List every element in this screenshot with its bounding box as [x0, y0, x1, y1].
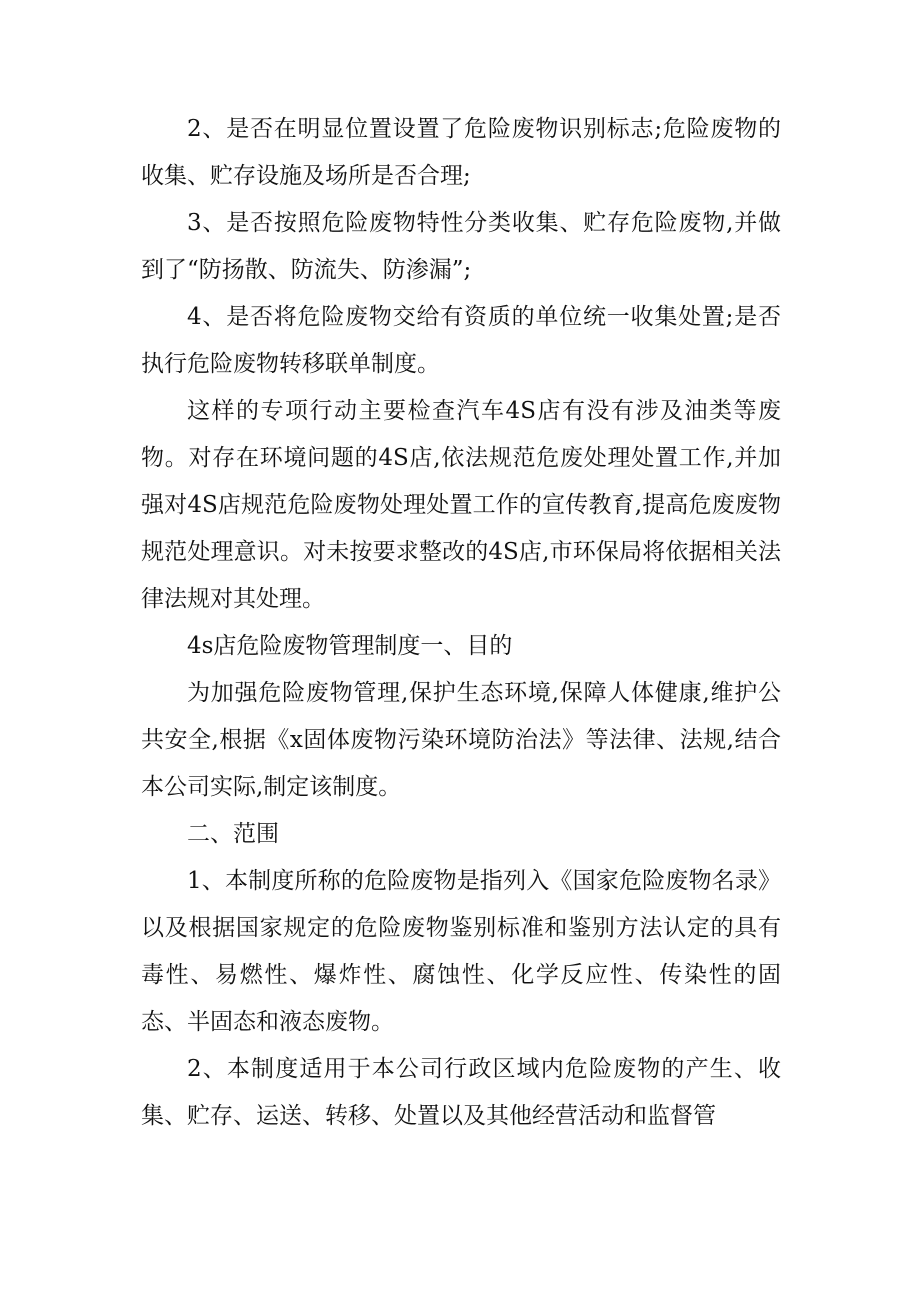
paragraph-scope-2: 2、本制度适用于本公司行政区域内危险废物的产生、收集、贮存、运送、转移、处置以及其他经营活动和监督管: [141, 1056, 781, 1129]
paragraph-item-2: 2、是否在明显位置设置了危险废物识别标志;危险废物的收集、贮存设施及场所是否合理;: [141, 116, 781, 189]
paragraph-inspection-summary: 这样的专项行动主要检查汽车4S店有没有涉及油类等废物。对存在环境问题的4S店,依法规范危废处理处置工作,并加强对4S店规范危险废物处理处置工作的宣传教育,提高危废废物规范处理意识。对未按要求整改的4S店,市环保局将依据相关法律法规对其处理。: [141, 398, 781, 612]
paragraph-item-4: 4、是否将危险废物交给有资质的单位统一收集处置;是否执行危险废物转移联单制度。: [141, 304, 781, 377]
paragraph-item-3: 3、是否按照危险废物特性分类收集、贮存危险废物,并做到了“防扬散、防流失、防渗漏”;: [141, 210, 781, 283]
document-body: [141, 106, 781, 1140]
paragraph-scope-1: 1、本制度所称的危险废物是指列入《国家危险废物名录》以及根据国家规定的危险废物鉴别标准和鉴别方法认定的具有毒性、易燃性、爆炸性、腐蚀性、化学反应性、传染性的固态、半固态和液态废物。: [141, 868, 781, 1035]
section-heading-scope: 二、范围: [187, 821, 279, 847]
section-heading-purpose: 4s店危险废物管理制度一、目的: [187, 633, 513, 659]
paragraph-purpose: 为加强危险废物管理,保护生态环境,保障人体健康,维护公共安全,根据《x固体废物污染环境防治法》等法律、法规,结合本公司实际,制定该制度。: [141, 680, 781, 800]
